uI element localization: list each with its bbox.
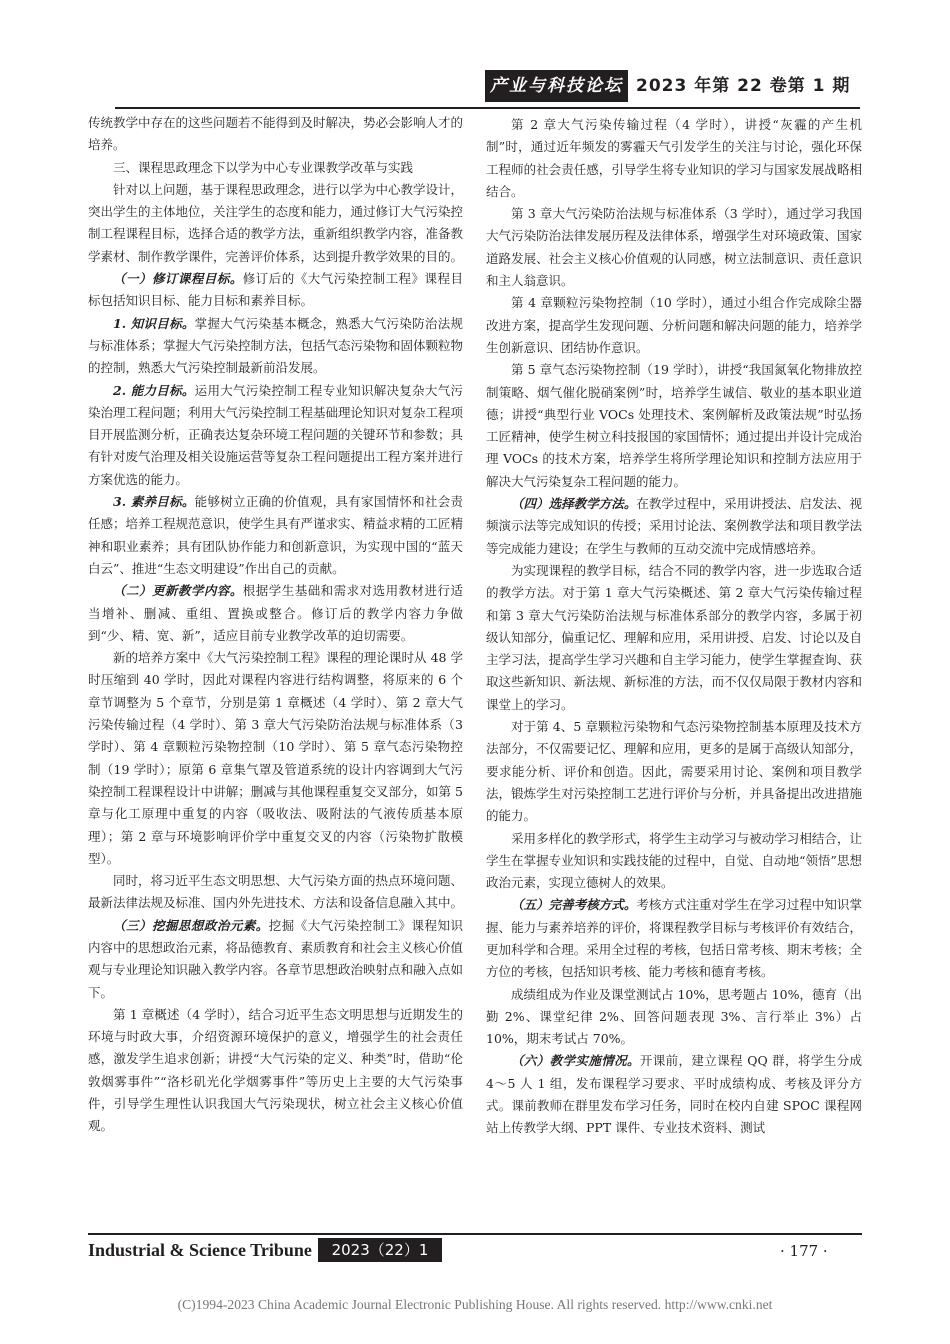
footer-issue-badge: 2023（22）1 (318, 1238, 442, 1262)
subsection-label: （四）选择教学方法。 (511, 496, 637, 512)
paragraph: 成绩组成为作业及课堂测试占 10%，思考题占 10%，德育（出勤 2%、课堂纪律 2%、回答问题表现 3%、言行举止 3%）占 10%，期末考试占 70%。 (486, 986, 863, 1047)
copyright-notice: (C)1994-2023 China Academic Journal Electronic Publishing House. All rights reserved. http://www.cnki.net (177, 1297, 773, 1312)
right-column (486, 114, 862, 1140)
journal-title-badge: 产业与科技论坛 (485, 70, 628, 102)
paragraph: 第 2 章大气污染传输过程（4 学时），讲授“灰霾的产生机制”时，通过近年频发的雾霾天气引发学生的关注与讨论，强化环保工程师的社会责任感，引导学生将专业知识的学习与国家发展战略相结合。 (486, 117, 862, 199)
paragraph (88, 580, 463, 647)
paragraph: 采用多样化的教学形式，将学生主动学习与被动学习相结合，让学生在掌握专业知识和实践技能的过程中，自觉、自动地“领悟”思想政治元素，实现立德树人的效果。 (486, 830, 862, 891)
subsection-label: （三）挖掘思想政治元素。 (113, 917, 269, 933)
paragraph (486, 493, 862, 560)
paragraph-text: 能够树立正确的价值观，具有家国情怀和社会责任感；培养工程规范意识，使学生具有严谨求实、精益求精的工匠精神和职业素养；具有团队协作能力和创新意识，为实现中国的“蓝天白云”、推进“生态文明建设”作出自己的贡献。 (88, 494, 464, 576)
paragraph (486, 894, 862, 983)
issue-label: 2023 年第 22 卷第 1 期 (636, 76, 851, 96)
paragraph-text: 修订后的《大气污染控制工程》课程目标包括知识目标、能力目标和素养目标。 (88, 271, 463, 309)
subsection-label: （一）修订课程目标。 (113, 271, 243, 287)
header-rule (115, 107, 860, 109)
paragraph-text: 开课前，建立课程 QQ 群，将学生分成 4～5 人 1 组，发布课程学习要求、平时成绩构成、考核及评分方式。课前教师在群里发布学习任务，同时在校内自建 SPOC 课程网站上传教学大纲、PPT 课件、专业技术资料、测试 (486, 1053, 862, 1136)
paragraph: 第 1 章概述（4 学时），结合习近平生态文明思想与近期发生的环境与时政大事，介绍资源环境保护的意义，增强学生的社会责任感，激发学生追求创新；讲授“大气污染的定义、种类”时，借助“伦敦烟雾事件”“洛杉矶光化学烟雾事件”等历史上主要的大气污染事件，引导学生理性认识我国大气污染现状，树立社会主义核心价值观。 (88, 1006, 463, 1134)
paragraph: 传统教学中存在的这些问题若不能得到及时解决，势必会影响人才的培养。 (88, 115, 464, 153)
paragraph: 新的培养方案中《大气污染控制工程》课程的理论课时从 48 学时压缩到 40 学时，因此对课程内容进行结构调整，将原来的 6 个章节调整为 5 个章节，分别是第 1 章概述（4 学时）、第 2 章大气污染传输过程（4 学时）、第 3 章大气污染防治法规与标准体系（3 学时）、第 4 章颗粒污染物控制（10 学时）、第 5 章气态污染物控制（19 学时）；原第 6 章集气罩及管道系统的设计内容调到大气污染控制工程课程设计中讲解；删减与其他课程重复交叉部分，如第 5 章与化工原理中重复的内容（吸收法、吸附法的气液传质基本原理）；第 2 章与环境影响评价学中重复交叉的内容（污染物扩散模型）。 (88, 650, 463, 866)
paragraph-text: 在教学过程中，采用讲授法、启发法、视频演示法等完成知识的传授；采用讨论法、案例教学法和项目教学法等完成能力建设；在学生与教师的互动交流中完成情感培养。 (486, 496, 862, 556)
paragraph-text: 运用大气污染控制工程专业知识解决复杂大气污染治理工程问题；利用大气污染控制工程基础理论知识对复杂工程项目开展监测分析，正确表达复杂环境工程问题的关键环节和参数；具有针对废气治理及相关设施运营等复杂工程问题提出工程方案并进行方案优选的能力。 (88, 382, 464, 487)
paragraph: 针对以上问题，基于课程思政理念，进行以学为中心教学设计，突出学生的主体地位，关注学生的态度和能力，通过修订大气污染控制工程课程目标，选择合适的教学方法，重新组织教学内容，准备教学素材、制作教学课件，完善评价体系，达到提升教学效果的目的。 (88, 181, 464, 264)
subsection-label: （五）完善考核方式。 (511, 897, 637, 913)
subsection-label: （二）更新教学内容。 (113, 583, 243, 599)
paragraph (88, 313, 463, 380)
paragraph (88, 268, 463, 313)
paragraph (88, 915, 463, 1004)
subsection-label: 3. 素养目标。 (113, 494, 195, 510)
paragraph: 第 4 章颗粒污染物控制（10 学时），通过小组合作完成除尘器改进方案，提高学生发现问题、分析问题和解决问题的能力，培养学生创新意识、团结协作意识。 (486, 295, 862, 355)
paragraph-text: 掌握大气污染基本概念，熟悉大气污染防治法规与标准体系；掌握大气污染控制方法，包括气态污染物和固体颗粒物的控制，熟悉大气污染控制最新前沿发展。 (88, 315, 464, 376)
paragraph: 同时，将习近平生态文明思想、大气污染方面的热点环境问题、最新法律法规及标准、国内外先进技术、方法和设备信息融入其中。 (88, 873, 464, 911)
paragraph: 第 5 章气态污染物控制（19 学时），讲授“我国氮氧化物排放控制策略、烟气催化脱硝案例”时，培养学生诚信、敬业的基本职业道德；讲授“典型行业 VOCs 处理技术、案例解析及政策法规”时弘扬工匠精神，使学生树立科技报国的家国情怀；通过提出并设计完成治理 VOCs 的技术方案，培养学生将所学理论知识和控制方法应用于解决大气污染复杂工程问题的能力。 (486, 362, 862, 489)
paragraph-text: 考核方式注重对学生在学习过程中知识掌握、能力与素养培养的评价，将课程教学目标与考核评价有效结合，更加科学和合理。采用全过程的考核，包括日常考核、期末考核；全方位的考核，包括知识考核、能力考核和德育考核。 (486, 897, 862, 980)
paragraph: 为实现课程的教学目标，结合不同的教学内容，进一步选取合适的教学方法。对于第 1 章大气污染概述、第 2 章大气污染传输过程和第 3 章大气污染防治法规与标准体系部分的教学内容，多属于初级认知部分，偏重记忆、理解和应用，采用讲授、启发、讨论以及自主学习法，提高学生学习兴趣和自主学习能力，使学生掌握查询、获取这些新知识、新法规、新标准的方法，而不仅仅局限于教材内容和课堂上的学习。 (486, 562, 862, 712)
paragraph (486, 1050, 862, 1139)
paragraph: 对于第 4、5 章颗粒污染物和气态污染物控制基本原理及技术方法部分，不仅需要记忆、理解和应用，更多的是属于高级认知部分，要求能分析、评价和创造。因此，需要采用讨论、案例和项目教学法，锻炼学生对污染控制工艺进行评价与分析，并具备提出改进措施的能力。 (486, 719, 862, 824)
paragraph-text: 挖掘《大气污染控制工》课程知识内容中的思想政治元素，将品德教育、素质教育和社会主义核心价值观与专业理论知识融入教学内容。各章节思想政治映射点和融入点如下。 (88, 917, 464, 1000)
paragraph (88, 491, 463, 580)
section-heading: 三、课程思政理念下以学为中心专业课教学改革与实践 (113, 159, 414, 175)
subsection-label: 1. 知识目标。 (113, 315, 195, 331)
subsection-label: （六）教学实施情况。 (511, 1053, 640, 1069)
paragraph (88, 380, 463, 491)
paragraph: 第 3 章大气污染防治法规与标准体系（3 学时），通过学习我国大气污染防治法律发展历程及法律体系，增强学生对环境政策、国家道路发展、社会主义核心价值观的认同感，树立法制意识、责任意识和主人翁意识。 (486, 206, 862, 289)
paragraph-text: 根据学生基础和需求对选用教材进行适当增补、删减、重组、置换或整合。修订后的教学内容力争做到“少、精、宽、新”，适应目前专业教学改革的迫切需要。 (88, 583, 463, 643)
left-column (88, 112, 463, 1138)
footer-rule (88, 1233, 862, 1235)
subsection-label: 2. 能力目标。 (113, 382, 195, 398)
page-number: · 177 · (780, 1242, 828, 1260)
journal-english-title: Industrial & Science Tribune (88, 1240, 312, 1260)
